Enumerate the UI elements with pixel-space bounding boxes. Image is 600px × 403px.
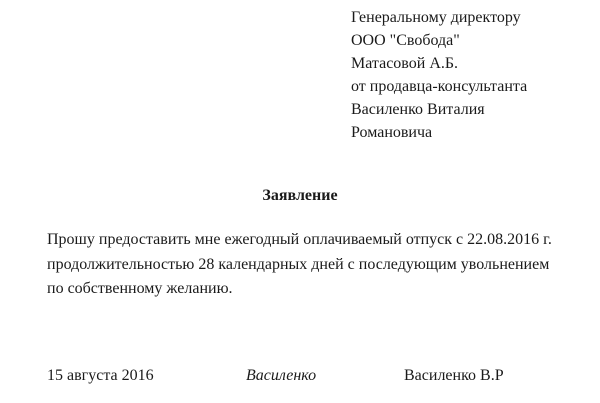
handwritten-signature: Василенко (246, 367, 317, 384)
body-line: по собственному желанию. (47, 280, 233, 297)
sender-patronymic: Романовича (351, 124, 433, 141)
signature-row (0, 365, 600, 389)
addressee-company: ООО "Свобода" (351, 32, 460, 49)
document-title: Заявление (262, 187, 338, 204)
sender-position: от продавца-консультанта (351, 78, 528, 95)
addressee-name: Матасовой А.Б. (351, 55, 459, 72)
signature-date: 15 августа 2016 (47, 367, 154, 384)
addressee-position: Генеральному директору (351, 9, 521, 26)
body-line: Прошу предоставить мне ежегодный оплачиваемый отпуск с 22.08.2016 г. (47, 231, 552, 248)
document-body (47, 228, 587, 302)
sender-name: Василенко Виталия (351, 101, 485, 118)
body-line: продолжительностью 28 календарных дней с последующим увольнением (47, 255, 550, 273)
addressee-block (351, 6, 596, 144)
signature-printed-name: Василенко В.Р (404, 367, 504, 384)
